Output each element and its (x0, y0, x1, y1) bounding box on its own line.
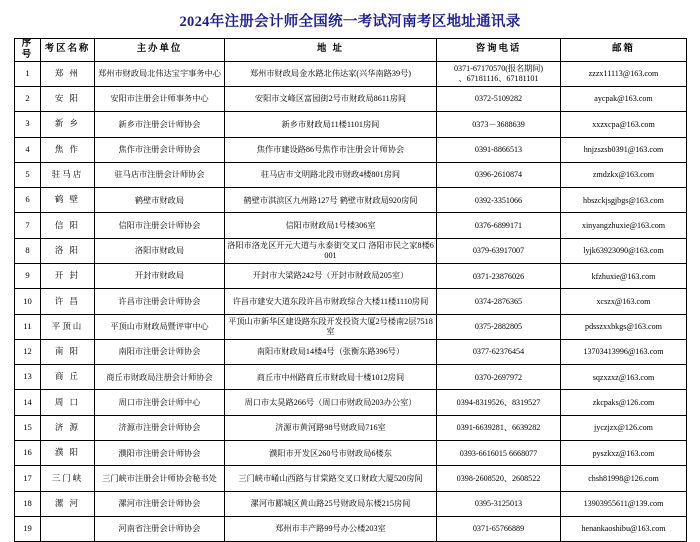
cell-area: 洛 阳 (41, 238, 95, 263)
cell-address: 洛阳市洛龙区开元大道与永泰街交叉口 洛阳市民之家8楼6001 (225, 238, 437, 263)
cell-org: 鹤壁市财政局 (95, 188, 225, 213)
column-header-area: 考区名称 (41, 39, 95, 62)
cell-org: 焦作市注册会计师协会 (95, 137, 225, 162)
cell-phone: 0373－3688639 (437, 112, 561, 137)
cell-no: 8 (15, 238, 41, 263)
cell-email: 13903955611@139.com (561, 491, 687, 516)
cell-email: lyjk63923090@163.com (561, 238, 687, 263)
table-row (15, 314, 687, 339)
cell-org: 周口市注册会计师中心 (95, 390, 225, 415)
cell-email: xinyangzhuxie@163.com (561, 213, 687, 238)
cell-area: 许 昌 (41, 289, 95, 314)
table-row (15, 339, 687, 364)
cell-org: 漯河市注册会计师协会 (95, 491, 225, 516)
table-row (15, 289, 687, 314)
cell-address: 济源市黄河路98号财政局716室 (225, 415, 437, 440)
cell-no: 5 (15, 162, 41, 187)
cell-no: 15 (15, 415, 41, 440)
column-header-no: 序号 (15, 39, 41, 62)
cell-org: 安阳市注册会计师事务中心 (95, 86, 225, 111)
cell-phone: 0371-23876026 (437, 264, 561, 289)
cell-area: 驻马店 (41, 162, 95, 187)
cell-area: 开 封 (41, 264, 95, 289)
table-row (15, 213, 687, 238)
cell-area: 平顶山 (41, 314, 95, 339)
cell-no: 12 (15, 339, 41, 364)
cell-address: 南阳市财政局14楼4号（张衡东路396号） (225, 339, 437, 364)
cell-area: 信 阳 (41, 213, 95, 238)
cell-phone: 0370-2697972 (437, 365, 561, 390)
cell-org: 开封市财政局 (95, 264, 225, 289)
cell-email: pyszkxz@163.com (561, 441, 687, 466)
cell-email: 13703413996@163.com (561, 339, 687, 364)
cell-address: 焦作市建设路86号焦作市注册会计师协会 (225, 137, 437, 162)
cell-no: 13 (15, 365, 41, 390)
cell-email: zmdzkx@163.com (561, 162, 687, 187)
cell-email: xcszx@163.com (561, 289, 687, 314)
cell-phone: 0377-62376454 (437, 339, 561, 364)
cell-address: 郑州市丰产路99号办公楼203室 (225, 516, 437, 541)
cell-no: 11 (15, 314, 41, 339)
cell-phone: 0371-65766889 (437, 516, 561, 541)
cell-no: 2 (15, 86, 41, 111)
cell-address: 开封市大梁路242号（开封市财政局205室） (225, 264, 437, 289)
cell-address: 新乡市财政局11楼1101房间 (225, 112, 437, 137)
cell-no: 6 (15, 188, 41, 213)
table-header-row (15, 39, 687, 62)
cell-email: kfzhuxie@163.com (561, 264, 687, 289)
table-row (15, 516, 687, 541)
cell-address: 驻马店市文明路北段市财政4楼801房间 (225, 162, 437, 187)
cell-org: 濮阳市注册会计师协会 (95, 441, 225, 466)
cell-org: 许昌市注册会计师协会 (95, 289, 225, 314)
cell-area: 新 乡 (41, 112, 95, 137)
cell-no: 9 (15, 264, 41, 289)
cell-address: 周口市太昊路266号（周口市财政局203办公室） (225, 390, 437, 415)
cell-email: aycpak@163.com (561, 86, 687, 111)
cell-email: hnjzszsb0391@163.com (561, 137, 687, 162)
cell-org: 郑州市财政局北伟达宝宇事务中心 (95, 61, 225, 86)
table-row (15, 390, 687, 415)
cell-address: 三门峡市崤山西路与甘棠路交叉口财政大厦520房间 (225, 466, 437, 491)
cell-address: 鹤壁市淇滨区九州路127号 鹤壁市财政局920房间 (225, 188, 437, 213)
cell-org: 三门峡市注册会计师协会秘书处 (95, 466, 225, 491)
cell-phone: 0392-3351066 (437, 188, 561, 213)
cell-address: 濮阳市开发区260号市财政局6楼东 (225, 441, 437, 466)
table-row (15, 188, 687, 213)
cell-area: 商 丘 (41, 365, 95, 390)
cell-phone: 0379-63917007 (437, 238, 561, 263)
cell-phone: 0374-2876365 (437, 289, 561, 314)
cell-org: 洛阳市财政局 (95, 238, 225, 263)
cell-phone: 0372-5109282 (437, 86, 561, 111)
cell-address: 商丘市中州路商丘市财政局十楼1012房间 (225, 365, 437, 390)
cell-org: 商丘市财政局注册会计师协会 (95, 365, 225, 390)
cell-email: jyczjzx@126.com (561, 415, 687, 440)
cell-address: 平顶山市新华区建设路东段开发投资大厦2号楼南2层7518室 (225, 314, 437, 339)
cell-org: 南阳市注册会计师协会 (95, 339, 225, 364)
cell-org: 新乡市注册会计师协会 (95, 112, 225, 137)
cell-email: pdsszxxbkgs@163.com (561, 314, 687, 339)
cell-address: 许昌市建安大道东段许昌市财政综合大楼11楼1110房间 (225, 289, 437, 314)
table-row (15, 415, 687, 440)
cell-address: 郑州市财政局金水路北伟达家(兴华南路39号) (225, 61, 437, 86)
cell-no: 4 (15, 137, 41, 162)
table-row (15, 162, 687, 187)
cell-area: 济 源 (41, 415, 95, 440)
cell-no: 17 (15, 466, 41, 491)
cell-phone: 0375-2882805 (437, 314, 561, 339)
cell-area: 漯 河 (41, 491, 95, 516)
cell-area: 濮 阳 (41, 441, 95, 466)
column-header-address: 地 址 (225, 39, 437, 62)
cell-phone: 0376-6899171 (437, 213, 561, 238)
table-row (15, 137, 687, 162)
cell-area: 南 阳 (41, 339, 95, 364)
cell-area: 郑 州 (41, 61, 95, 86)
cell-no: 7 (15, 213, 41, 238)
column-header-org: 主办单位 (95, 39, 225, 62)
cell-area: 三门峡 (41, 466, 95, 491)
table-row (15, 61, 687, 86)
cell-phone: 0398-2608520、2608522 (437, 466, 561, 491)
table-row (15, 264, 687, 289)
cell-no: 18 (15, 491, 41, 516)
contact-table (14, 38, 687, 542)
cell-org: 驻马店市注册会计师协会 (95, 162, 225, 187)
cell-address: 信阳市财政局1号楼306室 (225, 213, 437, 238)
column-header-email: 邮箱 (561, 39, 687, 62)
cell-email: sqzxzxz@163.com (561, 365, 687, 390)
cell-address: 漯河市郾城区黄山路25号财政局东楼215房间 (225, 491, 437, 516)
cell-no: 10 (15, 289, 41, 314)
table-row (15, 466, 687, 491)
cell-phone: 0391-8866513 (437, 137, 561, 162)
column-header-phone: 咨询电话 (437, 39, 561, 62)
cell-area: 鹤 壁 (41, 188, 95, 213)
cell-no: 16 (15, 441, 41, 466)
cell-phone: 0371-67170570(报名期间) 、67181116、67181101 (437, 61, 561, 86)
cell-email: xxzxcpa@163.com (561, 112, 687, 137)
cell-area: 焦 作 (41, 137, 95, 162)
cell-email: chsh81998@126.com (561, 466, 687, 491)
cell-email: zkcpaks@126.com (561, 390, 687, 415)
cell-area (41, 516, 95, 541)
cell-area: 周 口 (41, 390, 95, 415)
table-body (15, 61, 687, 542)
cell-email: henankaoshibu@163.com (561, 516, 687, 541)
cell-org: 信阳市注册会计师协会 (95, 213, 225, 238)
cell-phone: 0394-8319526、8319527 (437, 390, 561, 415)
cell-no: 19 (15, 516, 41, 541)
cell-email: hbszckjsgjbgs@163.com (561, 188, 687, 213)
cell-org: 平顶山市财政局暨评审中心 (95, 314, 225, 339)
cell-no: 3 (15, 112, 41, 137)
cell-address: 安阳市文峰区富园街2号市财政局8611房间 (225, 86, 437, 111)
table-row (15, 365, 687, 390)
table-row (15, 86, 687, 111)
table-row (15, 112, 687, 137)
page-title: 2024年注册会计师全国统一考试河南考区地址通讯录 (179, 14, 521, 30)
cell-phone: 0393-6616015 6668077 (437, 441, 561, 466)
cell-phone: 0396-2610874 (437, 162, 561, 187)
cell-phone: 0391-6639281、6639282 (437, 415, 561, 440)
cell-phone: 0395-3125013 (437, 491, 561, 516)
cell-org: 河南省注册会计师协会 (95, 516, 225, 541)
table-row (15, 238, 687, 263)
table-row (15, 441, 687, 466)
cell-email: zzzx11113@163.com (561, 61, 687, 86)
cell-no: 14 (15, 390, 41, 415)
cell-no: 1 (15, 61, 41, 86)
cell-org: 济源市注册会计师协会 (95, 415, 225, 440)
cell-area: 安 阳 (41, 86, 95, 111)
